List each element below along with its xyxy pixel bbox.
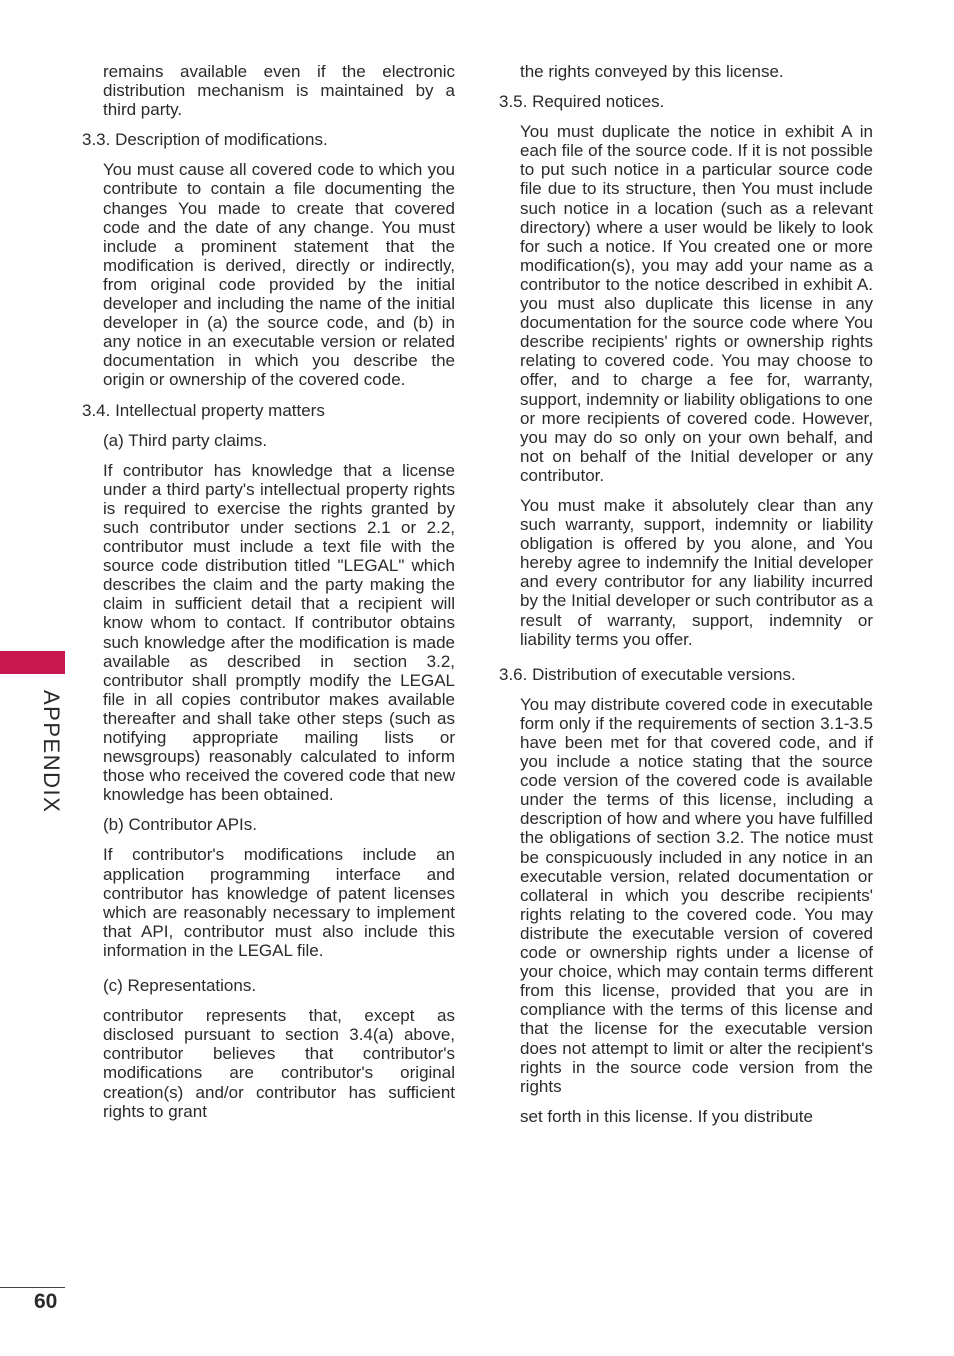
section-label: APPENDIX	[39, 690, 64, 814]
paragraph-3-4-c: contributor represents that, except as disclosed pursuant to section 3.4(a) above, contributor believes that contributor's modifications are contributor's original creation(s) and/or contributor has sufficient rights to grant	[103, 1006, 455, 1121]
paragraph-3-5-1: You must duplicate the notice in exhibit A in each file of the source code. If it is not possible to put such notice in a particular source code file due to its structure, then You must include such notice in a location (such as a relevant directory) where a user would be likely to look for such a notice. If You created one or more modification(s), you may add your name as a contributor to the notice described in exhibit A. you must also duplicate this license in any documentation for the source code where You describe recipients' rights or ownership rights relating to covered code. You may choose to offer, and to charge a fee for, warranty, support, indemnity or liability obligations to one or more recipients of covered code. However, you may do so only on your own behalf, and not on behalf of the Initial developer or any contributor.	[520, 122, 873, 485]
paragraph-3-6: You may distribute covered code in executable form only if the requirements of section 3.1-3.5 have been met for that covered code, and if you include a notice stating that the source code version of the covered code is available under the terms of this license, including a description of how and where you have fulfilled the obligations of section 3.2. The notice must be conspicuously included in any notice in an executable version, related documentation or collateral in which you describe recipients' rights relating to the covered code. You may distribute the executable version of covered code or ownership rights under a license of your choice, which may contain terms different from this license, provided that you are in compliance with the terms of this license and that the license for the executable version does not attempt to limit or alter the recipient's rights in the source code version from the rights	[520, 694, 873, 1096]
section-tab-marker	[0, 651, 65, 674]
heading-3-4: 3.4. Intellectual property matters	[82, 400, 325, 420]
paragraph-3-4-b: If contributor's modifications include an application programming interface and contributor has knowledge of patent licenses which are reasonably necessary to implement that API, contributor must also include this information in the LEGAL file.	[103, 845, 455, 960]
subheading-3-4-b: (b) Contributor APIs.	[103, 815, 258, 835]
left-column	[82, 62, 455, 1132]
paragraph-continued: the rights conveyed by this license.	[520, 62, 784, 81]
paragraph-3-3: You must cause all covered code to which you contribute to contain a file documenting the changes You made to create that covered code and the date of any change. You must include a prominent statement that the modification is derived, directly or indirectly, from original code provided by the initial developer and including the name of the initial developer in (a) the source code, and (b) in any notice in an executable version or related documentation in which you describe the origin or ownership of the covered code.	[103, 160, 455, 390]
heading-3-6: 3.6. Distribution of executable versions.	[499, 664, 796, 684]
paragraph-3-4-a: If contributor has knowledge that a license under a third party's intellectual property rights is required to exercise the rights granted by such contributor under sections 2.1 or 2.2, contributor must include a text file with the source code distribution titled "LEGAL" which describes the claim and the party making the claim in sufficient detail that a recipient will know whom to contact. If contributor obtains such knowledge after the modification is made available as described in section 3.2, contributor shall promptly modify the LEGAL file in all copies contributor makes available thereafter and shall take other steps (such as notifying appropriate mailing lists or newsgroups) reasonably calculated to inform those who received the covered code that new knowledge has been obtained.	[103, 460, 455, 805]
heading-3-5: 3.5. Required notices.	[499, 92, 665, 112]
right-column	[499, 62, 873, 1137]
paragraph-3-5-2: You must make it absolutely clear than any such warranty, support, indemnity or liability obligation is offered by you alone, and You hereby agree to indemnify the Initial developer and every contributor for any liability incurred by the Initial developer or such contributor as a result of warranty, support, indemnity or liability terms you offer.	[520, 495, 873, 649]
subheading-3-4-c: (c) Representations.	[103, 976, 257, 996]
page-number-divider	[0, 1287, 65, 1288]
subheading-3-4-a: (a) Third party claims.	[103, 430, 268, 450]
paragraph-tail: set forth in this license. If you distribute	[520, 1106, 813, 1126]
page-number: 60	[34, 1290, 58, 1313]
paragraph-intro: remains available even if the electronic distribution mechanism is maintained by a third party.	[103, 62, 455, 120]
heading-3-3: 3.3. Description of modifications.	[82, 130, 328, 150]
